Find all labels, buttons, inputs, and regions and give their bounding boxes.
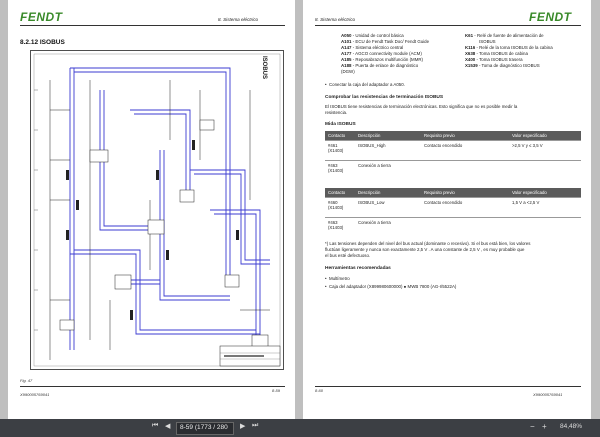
page-number-input[interactable]: 8-59 (1773 / 280 — [176, 422, 234, 435]
note-line-2: fluctúan ligeramente y nunca son exactamente 2,5 V . A una constante de 2,5 V , es muy probable que — [325, 247, 525, 252]
first-page-icon[interactable]: ⏮ — [152, 422, 159, 429]
header-rule — [20, 25, 285, 26]
th-prerequisite: Requisito previo — [421, 131, 509, 141]
footer-rule — [315, 386, 581, 387]
figure-label: Fig. 47 — [20, 378, 33, 383]
last-page-icon[interactable]: ⏭ — [252, 422, 259, 429]
zoom-out-icon[interactable]: − — [530, 422, 535, 431]
th-value: Valor especificado — [509, 131, 581, 141]
table-row: #460 (X1403) ISOBUS_Low Contacto encendido 1,5 V a <2,5 V — [325, 198, 581, 218]
tools-heading: Herramientas recomendadas — [325, 266, 391, 271]
doc-number: X990005769041 — [20, 392, 50, 397]
th-description: Descripción — [355, 131, 421, 141]
diagram-label: ISOBUS — [261, 56, 267, 80]
page-number: 8-59 — [272, 388, 281, 393]
isobus-high-table — [325, 131, 581, 179]
fendt-logo: FENDT — [20, 10, 63, 24]
fendt-logo: FENDT — [529, 10, 572, 24]
tool-item: • Multímetro — [325, 276, 350, 281]
right-page: 8. Sistema eléctrico FENDT A050 - Unidad de control básica A101 - ECU de Fendt Task Doc/ Fendt Guide A147 - Sistema eléctrico central A177 - AGCO connectivity module (ACM) A185 - Reposabrazos multifunción (MMR) A188 - Puerta de enlace de diagnóstico (DGW) K61 - Relé de fuente de alimentación de ISOBUS K116 - Relé de la toma ISOBUS de la cabina X638 - Toma ISOBUS de cabina X400 - Toma ISOBUS trasera X1539 - Toma de diagnóstico ISOBUS • Conectar la caja del adaptador a A050. Comprobar las resistencias de terminación ISOBUS El ISOBUS tiene resistencias de terminación electrónicas. Esto significa que no es posible medir la resistencia. Mida ISOBUS Contacto Descripción Requisito previo Valor especificado #461 (X1403) ISOBUS_High Contacto encendido >2,5 V y ≤ 3,5 V #463 (X1403) Conexión a tierra Contacto Descripción Requisito previo Valor especificado #460 (X1403) ISOBUS_Low Contacto encendido 1,5 V a <2,5 V #463 (X1403) Conexión a tierra *) Las tensiones dependen del nivel del bus actual (dominante o recesivo). Si el bus está bien, los valores fluctúan ligeramente y nunca son exactamente 2,5 V . A una constante de 2,5 V , es muy probable que el bus esté defectuoso. Herramientas recomendadas • Multímetro • Caja del adaptador (X899980600000) ● MWB 7800 (AG-I/5522A) 8-60 X990005769041 — [303, 0, 591, 419]
note-line-3: el bus esté defectuoso. — [325, 253, 371, 258]
chapter-title: 8. Sistema eléctrico — [315, 17, 356, 22]
zoom-level[interactable]: 84,48% — [560, 423, 583, 430]
prev-page-icon[interactable]: ◀ — [165, 423, 171, 430]
chapter-title: 8. Sistema eléctrico — [218, 17, 259, 22]
table-row: #463 (X1403) Conexión a tierra — [325, 161, 581, 179]
tool-item: • Caja del adaptador (X899980600000) ● MWB 7800 (AG-I/5522A) — [325, 284, 457, 289]
next-page-icon[interactable]: ▶ — [240, 423, 246, 430]
header-rule — [315, 25, 581, 26]
section-title: 8.2.12 ISOBUS — [20, 39, 65, 46]
th-contact: Contacto — [325, 131, 355, 141]
bullet-connect: • Conectar la caja del adaptador a A050. — [325, 82, 405, 87]
page-number: 8-60 — [315, 388, 324, 393]
isobus-low-table: Contacto Descripción Requisito previo Valor especificado #460 (X1403) ISOBUS_Low Contacto encendido 1,5 V a <2,5 V #463 (X1403) Conexión a tierra — [325, 188, 581, 236]
table-row: #461 (X1403) ISOBUS_High Contacto encendido >2,5 V y ≤ 3,5 V — [325, 141, 581, 161]
note-line-1: *) Las tensiones dependen del nivel del bus actual (dominante o recesivo). Si el bus está bien, los valores — [325, 241, 531, 246]
check-heading: Comprobar las resistencias de terminación ISOBUS — [325, 95, 444, 100]
check-text-1: El ISOBUS tiene resistencias de terminación electrónicas. Esto significa que no es posible medir la — [325, 104, 518, 109]
wiring-diagram — [30, 50, 284, 370]
footer-rule — [20, 386, 285, 387]
check-text-2: resistencia. — [325, 110, 348, 115]
measure-heading: Mida ISOBUS — [325, 122, 356, 127]
left-page — [8, 0, 295, 419]
table-row: #463 (X1403) Conexión a tierra — [325, 218, 581, 236]
zoom-in-icon[interactable]: + — [542, 422, 547, 431]
doc-number: X990005769041 — [533, 392, 563, 397]
viewer-toolbar — [0, 419, 600, 437]
